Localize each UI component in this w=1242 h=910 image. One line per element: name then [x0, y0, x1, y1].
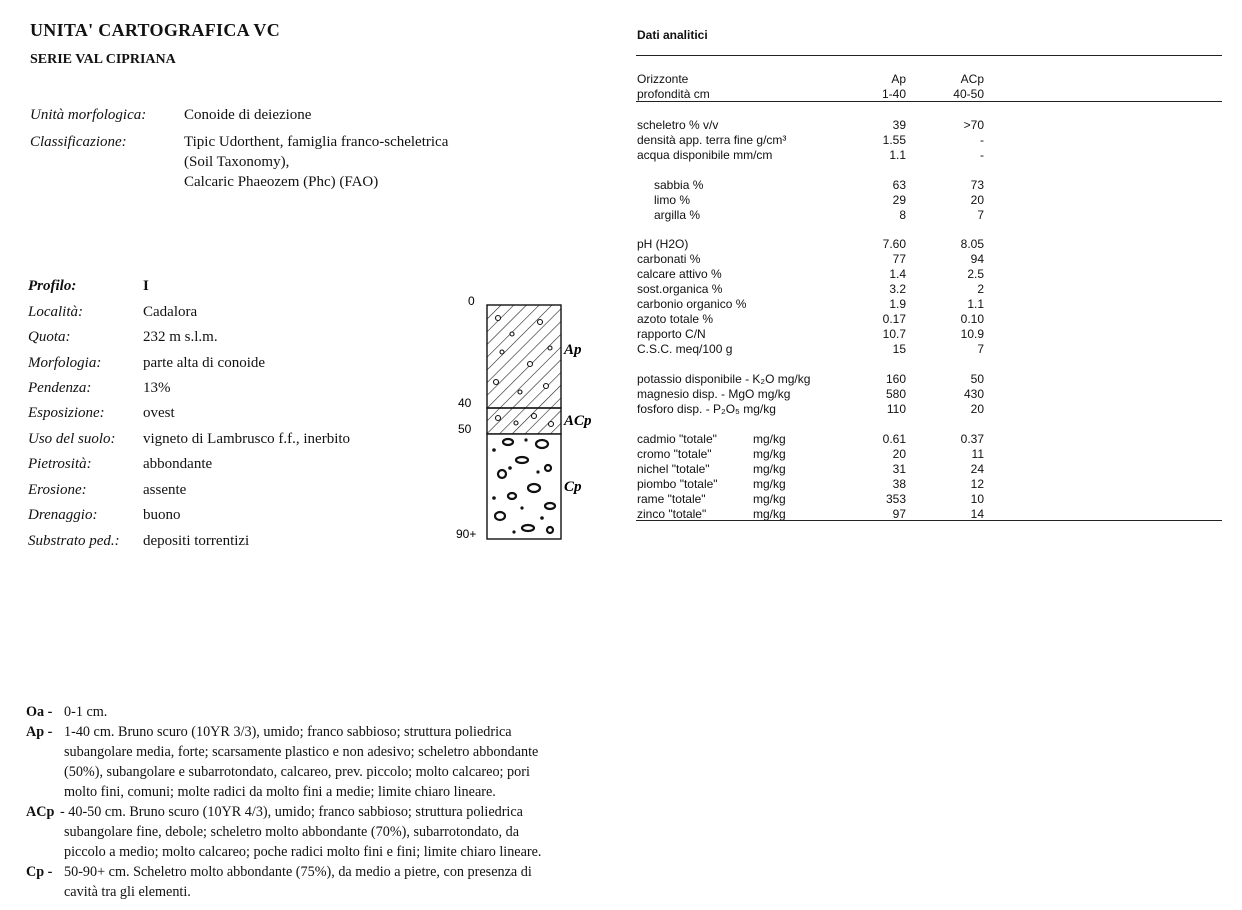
ap-line-3: (50%), subangolare e subarrotondato, calcareo, prev. piccolo; molto calcareo; pori	[64, 764, 530, 780]
altitude-value: 232 m s.l.m.	[143, 329, 218, 345]
row-acp-value: 12	[970, 477, 984, 491]
land-use-label: Uso del suolo:	[28, 431, 116, 447]
soil-profile-diagram	[450, 292, 620, 547]
row-ap-value: 97	[892, 507, 906, 521]
horizon-cp-label: Cp	[564, 479, 582, 495]
horizon-ap-label: Ap	[564, 342, 582, 358]
row-name: acqua disponibile mm/cm	[637, 148, 773, 162]
acp-line-2: subangolare fine, debole; scheletro molto abbondante (70%), subarrotondato, da	[64, 824, 520, 840]
row-name: rapporto C/N	[637, 327, 706, 341]
row-acp-value: 0.10	[960, 312, 984, 326]
row-acp-value: 430	[963, 387, 984, 401]
row-unit: mg/kg	[753, 492, 786, 506]
header-ap-depth: 1-40	[881, 87, 906, 101]
profile-label: Profilo:	[28, 278, 77, 294]
row-name: carbonio organico %	[637, 297, 747, 311]
row-ap-value: 7.60	[882, 237, 906, 251]
acp-code: ACp	[26, 804, 55, 820]
classification-line-2: (Soil Taxonomy),	[184, 154, 290, 170]
row-acp-value: 10.9	[960, 327, 984, 341]
row-name: scheletro % v/v	[637, 118, 719, 132]
row-acp-value: -	[980, 148, 984, 162]
slope-label: Pendenza:	[28, 380, 92, 396]
row-ap-value: 63	[892, 178, 906, 192]
row-name: fosforo disp. - P₂O₅ mg/kg	[637, 402, 776, 416]
row-name: pH (H2O)	[637, 237, 689, 251]
row-ap-value: 3.2	[889, 282, 906, 296]
header-acp: ACp	[960, 72, 984, 86]
classification-line-1: Tipic Udorthent, famiglia franco-scheletrica	[184, 134, 449, 150]
row-name: argilla %	[654, 208, 701, 222]
classification-line-3: Calcaric Phaeozem (Phc) (FAO)	[184, 174, 379, 190]
cp-line-2: cavità tra gli elementi.	[64, 884, 191, 900]
row-acp-value: -	[980, 133, 984, 147]
profile-value: I	[143, 278, 149, 294]
page-title: UNITA' CARTOGRAFICA VC	[30, 20, 280, 40]
header-ap: Ap	[891, 72, 906, 86]
row-ap-value: 0.61	[882, 432, 906, 446]
depth-40-label: 40	[458, 396, 472, 410]
row-acp-value: 7	[977, 208, 984, 222]
row-unit: mg/kg	[753, 477, 786, 491]
classification-label: Classificazione:	[30, 134, 127, 150]
table-top-rule	[636, 55, 1222, 56]
row-name: calcare attivo %	[637, 267, 722, 281]
row-name: C.S.C. meq/100 g	[637, 342, 733, 356]
row-unit: mg/kg	[753, 507, 786, 521]
depth-50-label: 50	[458, 422, 472, 436]
ap-code: Ap -	[26, 724, 53, 740]
row-acp-value: 2	[977, 282, 984, 296]
row-name: zinco "totale"	[637, 507, 707, 521]
row-acp-value: 94	[970, 252, 984, 266]
erosion-label: Erosione:	[28, 482, 87, 498]
row-acp-value: 10	[970, 492, 984, 506]
row-acp-value: 1.1	[967, 297, 984, 311]
analytics-title: Dati analitici	[637, 28, 708, 42]
row-ap-value: 39	[892, 118, 906, 132]
substrate-value: depositi torrentizi	[143, 533, 250, 549]
substrate-label: Substrato ped.:	[28, 533, 120, 549]
exposure-label: Esposizione:	[28, 405, 105, 421]
row-name: densità app. terra fine g/cm³	[637, 133, 787, 147]
exposure-value: ovest	[143, 405, 175, 421]
row-acp-value: 24	[970, 462, 984, 476]
oa-code: Oa -	[26, 704, 53, 720]
row-ap-value: 580	[885, 387, 906, 401]
row-name: piombo "totale"	[637, 477, 718, 491]
row-unit: mg/kg	[753, 447, 786, 461]
altitude-label: Quota:	[28, 329, 71, 345]
header-depth-label: profondità cm	[637, 87, 710, 101]
row-acp-value: 50	[970, 372, 984, 386]
row-name: carbonati %	[637, 252, 701, 266]
row-ap-value: 0.17	[882, 312, 906, 326]
row-ap-value: 10.7	[882, 327, 906, 341]
row-acp-value: 20	[970, 193, 984, 207]
table-bottom-rule	[636, 520, 1222, 521]
row-acp-value: 8.05	[960, 237, 984, 251]
depth-0-label: 0	[468, 294, 475, 308]
row-ap-value: 110	[886, 402, 906, 416]
horizon-cp-fill	[487, 434, 561, 539]
locality-value: Cadalora	[143, 304, 198, 320]
morphology-value: parte alta di conoide	[143, 355, 266, 371]
row-name: rame "totale"	[637, 492, 706, 506]
row-ap-value: 1.4	[889, 267, 906, 281]
row-acp-value: 20	[970, 402, 984, 416]
row-ap-value: 31	[892, 462, 906, 476]
ap-line-1: 1-40 cm. Bruno scuro (10YR 3/3), umido; franco sabbioso; struttura poliedrica	[64, 724, 512, 740]
row-ap-value: 1.1	[889, 148, 906, 162]
stoniness-label: Pietrosità:	[28, 456, 92, 472]
row-acp-value: 2.5	[967, 267, 984, 281]
row-name: azoto totale %	[637, 312, 714, 326]
header-rule	[636, 101, 1222, 102]
slope-value: 13%	[143, 380, 171, 396]
row-unit: mg/kg	[753, 462, 786, 476]
row-ap-value: 38	[892, 477, 906, 491]
row-name: cromo "totale"	[637, 447, 712, 461]
ap-line-2: subangolare media, forte; scarsamente plastico e non adesivo; scheletro abbondante	[64, 744, 539, 760]
erosion-value: assente	[143, 482, 187, 498]
row-name: cadmio "totale"	[637, 432, 717, 446]
row-name: sost.organica %	[637, 282, 723, 296]
land-use-value: vigneto di Lambrusco f.f., inerbito	[143, 431, 351, 447]
drainage-label: Drenaggio:	[28, 507, 98, 523]
row-name: limo %	[654, 193, 691, 207]
row-ap-value: 15	[892, 342, 906, 356]
row-ap-value: 29	[892, 193, 906, 207]
row-ap-value: 160	[885, 372, 906, 386]
row-unit: mg/kg	[753, 432, 786, 446]
locality-label: Località:	[28, 304, 83, 320]
horizon-acp-label: ACp	[564, 413, 592, 429]
row-ap-value: 8	[899, 208, 906, 222]
oa-text: 0-1 cm.	[64, 704, 108, 720]
row-name: potassio disponibile - K₂O mg/kg	[637, 372, 811, 386]
row-name: sabbia %	[654, 178, 704, 192]
row-ap-value: 20	[892, 447, 906, 461]
row-acp-value: 0.37	[960, 432, 984, 446]
acp-line-1: - 40-50 cm. Bruno scuro (10YR 4/3), umido; franco sabbioso; struttura poliedrica	[60, 804, 523, 820]
row-name: nichel "totale"	[637, 462, 710, 476]
row-ap-value: 353	[885, 492, 906, 506]
morphology-unit-value: Conoide di deiezione	[184, 107, 312, 123]
row-acp-value: >70	[963, 118, 984, 132]
page-subtitle: SERIE VAL CIPRIANA	[30, 52, 176, 67]
ap-line-4: molto fini, comuni; molte radici da molto fini a medie; limite chiaro lineare.	[64, 784, 496, 800]
row-acp-value: 73	[970, 178, 984, 192]
morphology-label: Morfologia:	[28, 355, 102, 371]
acp-line-3: piccolo a medio; molto calcareo; poche radici molto fini e fini; limite chiaro lineare.	[64, 844, 542, 860]
row-acp-value: 14	[970, 507, 984, 521]
header-acp-depth: 40-50	[953, 87, 984, 101]
row-ap-value: 1.55	[882, 133, 906, 147]
row-acp-value: 11	[971, 447, 984, 461]
stoniness-value: abbondante	[143, 456, 213, 472]
header-horizon-label: Orizzonte	[637, 72, 689, 86]
cp-code: Cp -	[26, 864, 53, 880]
row-ap-value: 1.9	[889, 297, 906, 311]
drainage-value: buono	[143, 507, 181, 523]
row-ap-value: 77	[892, 252, 906, 266]
depth-90-label: 90+	[456, 527, 477, 541]
row-acp-value: 7	[977, 342, 984, 356]
row-name: magnesio disp. - MgO mg/kg	[637, 387, 791, 401]
cp-line-1: 50-90+ cm. Scheletro molto abbondante (75%), da medio a pietre, con presenza di	[64, 864, 532, 880]
morphology-unit-label: Unità morfologica:	[30, 107, 147, 123]
